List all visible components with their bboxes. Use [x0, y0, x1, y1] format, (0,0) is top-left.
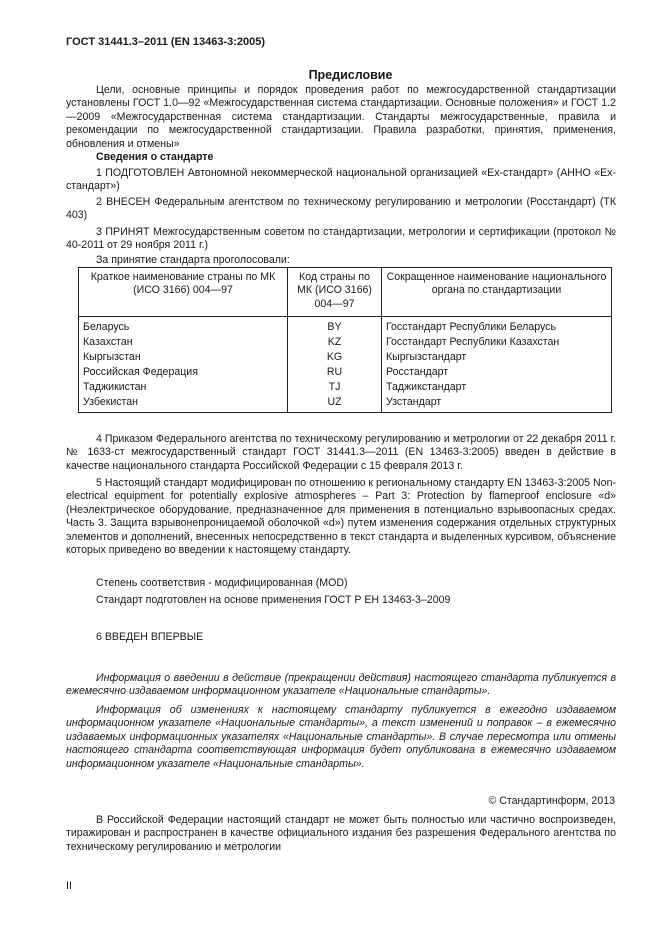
table-row: [79, 317, 612, 336]
info-heading: Сведения о стандарте: [96, 151, 214, 163]
note-2-paragraph: Информация об изменениях к настоящему стандарту публикуется в ежегодно издаваемом информационном указателе «Национальные стандарты», а текст изменений и поправок – в ежемесячно издаваемых информационных указателях «Национальные стандарты». В случае пересмотра или отмены настоящего стандарта соответствующая информация будет опубликована в ежемесячно издаваемом информационном указателе «Национальные стандарты».: [66, 704, 616, 770]
table-row: [79, 395, 612, 413]
code-cell: BY: [288, 317, 382, 336]
prepared-line: Стандарт подготовлен на основе применения ГОСТ Р ЕН 13463-3–2009: [96, 594, 451, 606]
body-cell: Кыргызстандарт: [382, 350, 612, 365]
table-header-cell: Краткое наименование страны по МК (ИСО 3166) 004—97: [79, 268, 288, 317]
table-row: [79, 365, 612, 380]
item-1-paragraph: 1 ПОДГОТОВЛЕН Автономной некоммерческой национальной организацией «Ех-стандарт» (АННО «Ех-стандарт»): [66, 167, 616, 193]
table-header-row: [79, 268, 612, 317]
intro-paragraph: Цели, основные принципы и порядок проведения работ по межгосударственной стандартизации установлены ГОСТ 1.0—92 «Межгосударственная система стандартизации. Основные положения» и ГОСТ 1.2—2009 «Межгосударственная система стандартизации. Стандарты межгосударственные, правила и рекомендации по межгосударственной стандартизации. Правила разработки, принятия, применения, обновления и отмены»: [66, 84, 616, 150]
item-2-paragraph: 2 ВНЕСЕН Федеральным агентством по техническому регулированию и метрологии (Росстандарт) (ТК 403): [66, 196, 616, 222]
body-cell: Госстандарт Республики Казахстан: [382, 335, 612, 350]
table-row: [79, 335, 612, 350]
body-cell: Госстандарт Республики Беларусь: [382, 317, 612, 336]
country-cell: Казахстан: [79, 335, 288, 350]
code-cell: UZ: [288, 395, 382, 413]
page-title: Предисловие: [308, 68, 393, 82]
body-cell: Росстандарт: [382, 365, 612, 380]
body-cell: Узстандарт: [382, 395, 612, 413]
item-6-paragraph: 6 ВВЕДЕН ВПЕРВЫЕ: [96, 631, 204, 643]
country-cell: Кыргызстан: [79, 350, 288, 365]
code-cell: RU: [288, 365, 382, 380]
country-cell: Беларусь: [79, 317, 288, 336]
body-cell: Таджикстандарт: [382, 380, 612, 395]
country-cell: Российская Федерация: [79, 365, 288, 380]
item-3-paragraph: 3 ПРИНЯТ Межгосударственным советом по стандартизации, метрологии и сертификации (протокол № 40-2011 от 29 ноября 2011 г.): [66, 226, 616, 252]
voting-table: [78, 267, 612, 413]
copyright-line: © Стандартинформ, 2013: [488, 795, 615, 807]
conformity-line: Степень соответствия - модифицированная (MOD): [96, 577, 348, 589]
country-cell: Узбекистан: [79, 395, 288, 413]
vote-intro: За принятие стандарта проголосовали:: [96, 254, 290, 266]
table-row: [79, 380, 612, 395]
table-header-cell: Сокращенное наименование национального органа по стандартизации: [382, 268, 612, 317]
legal-paragraph: В Российской Федерации настоящий стандарт не может быть полностью или частично воспроизведен, тиражирован и распространен в качестве официального издания без разрешения Федерального агентства по техническому регулированию и метрологии: [66, 814, 616, 853]
code-cell: TJ: [288, 380, 382, 395]
country-cell: Таджикистан: [79, 380, 288, 395]
item-4-paragraph: 4 Приказом Федерального агентства по техническому регулированию и метрологии от 22 декабря 2011 г. № 1633-ст межгосударственный стандарт ГОСТ 31441.3—2011 (EN 13463-3:2005) введен в действие в качестве национального стандарта Российской Федерации с 15 февраля 2013 г.: [66, 433, 616, 472]
document-header: ГОСТ 31441.3–2011 (EN 13463-3:2005): [66, 36, 266, 48]
code-cell: KZ: [288, 335, 382, 350]
table-header-cell: Код страны по МК (ИСО 3166) 004—97: [288, 268, 382, 317]
item-5-paragraph: 5 Настоящий стандарт модифицирован по отношению к региональному стандарту EN 13463-3:2005 Non-electrical equipment for potentially explosive atmospheres – Part 3: Protection by flameproof enclosure «d» (Неэлектрическое оборудование, предназначенное для применения в потенциально взрывоопасных средах. Часть 3. Защита взрывонепроницаемой оболочкой «d») путем изменения содержания отдельных структурных элементов и дополнений, внесенных непосредственно в текст стандарта и выделенных курсивом, объяснение которых приведено во введении к настоящему стандарту.: [66, 477, 616, 557]
table-row: [79, 350, 612, 365]
note-1-paragraph: Информация о введении в действие (прекращении действия) настоящего стандарта публикуется в ежемесячно издаваемом информационном указателе «Национальные стандарты».: [66, 672, 616, 698]
code-cell: KG: [288, 350, 382, 365]
page-number: II: [66, 880, 72, 892]
